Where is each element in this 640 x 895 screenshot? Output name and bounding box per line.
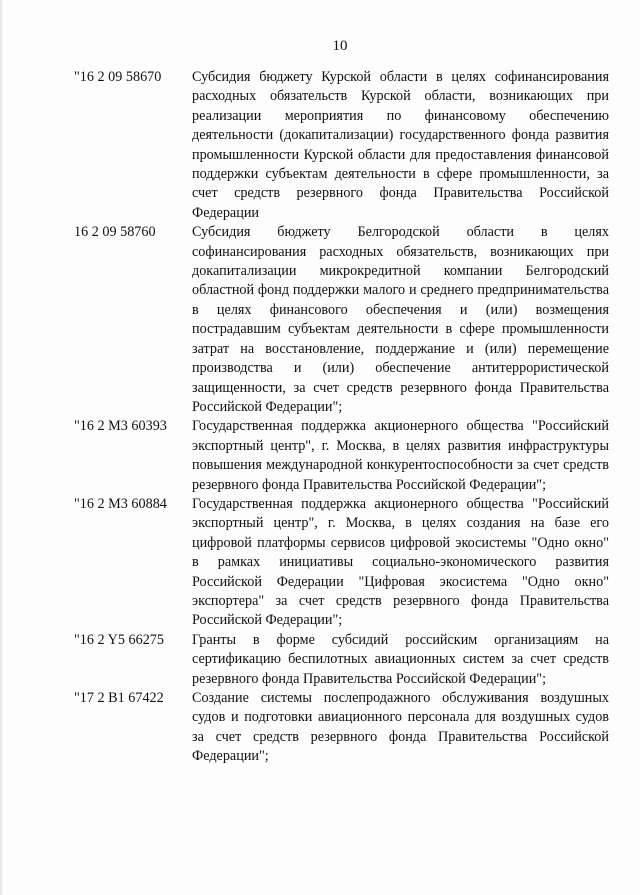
- budget-entry: [74, 689, 609, 767]
- budget-code: "16 2 M3 60393: [74, 418, 167, 435]
- budget-description: Государственная поддержка акционерного общества "Российский экспортный центр", г. Москва, в целях развития инфраструктуры повышения международной конкурентоспособности за счет средств резервного фонда Правительства Российской Федерации";: [192, 418, 609, 493]
- budget-code: "16 2 09 58670: [74, 69, 162, 85]
- budget-entry: [74, 223, 609, 417]
- budget-code: "17 2 B1 67422: [74, 690, 164, 706]
- budget-description: Государственная поддержка акционерного общества "Российский экспортный центр", г. Москва, в целях создания на базе его цифровой платформы сервисов цифровой экосистемы "Одно окно" в рамках инициативы социально-экономического развития Российской Федерации "Цифровая экосистема "Одно окно" экспортера" за счет средств резервного фонда Правительства Российской Федерации";: [192, 495, 609, 629]
- page-number: 10: [332, 38, 348, 54]
- budget-code-list: [74, 68, 609, 767]
- budget-entry: [74, 68, 609, 223]
- budget-entry: [74, 631, 609, 689]
- budget-description: Гранты в форме субсидий российским организациям на сертификацию беспилотных авиационных систем за счет средств резервного фонда Правительства Российской Федерации";: [192, 631, 609, 687]
- budget-description: Субсидия бюджету Курской области в целях софинансирования расходных обязательств Курской области, возникающих при реализации мероприятия по финансовому обеспечению деятельности (докапитализации) государственного фонда развития промышленности Курской области для предоставления финансовой поддержки субъектам деятельности в сфере промышленности, за счет средств резервного фонда Правительства Российской Федерации: [192, 69, 609, 221]
- budget-code: "16 2 M3 60884: [74, 495, 167, 512]
- budget-code: "16 2 Y5 66275: [74, 631, 164, 648]
- budget-description: Субсидия бюджету Белгородской области в целях софинансирования расходных обязательств, возникающих при докапитализации микрокредитной компании Белгородский областной фонд поддержки малого и среднего предпринимательства в целях финансового обеспечения и (или) возмещения пострадавшим субъектам деятельности в сфере промышленности затрат на восстановление, поддержание и (или) перемещение производства и (или) обеспечение антитеррористической защищенности, за счет средств резервного фонда Правительства Российской Федерации";: [192, 224, 609, 415]
- budget-description: Создание системы послепродажного обслуживания воздушных судов и подготовки авиационного персонала для воздушных судов за счет средств резервного фонда Правительства Российской Федерации";: [192, 690, 609, 765]
- budget-code: 16 2 09 58760: [74, 224, 156, 241]
- budget-entry: [74, 417, 609, 495]
- scan-edge: [0, 0, 2, 895]
- budget-entry: [74, 495, 609, 631]
